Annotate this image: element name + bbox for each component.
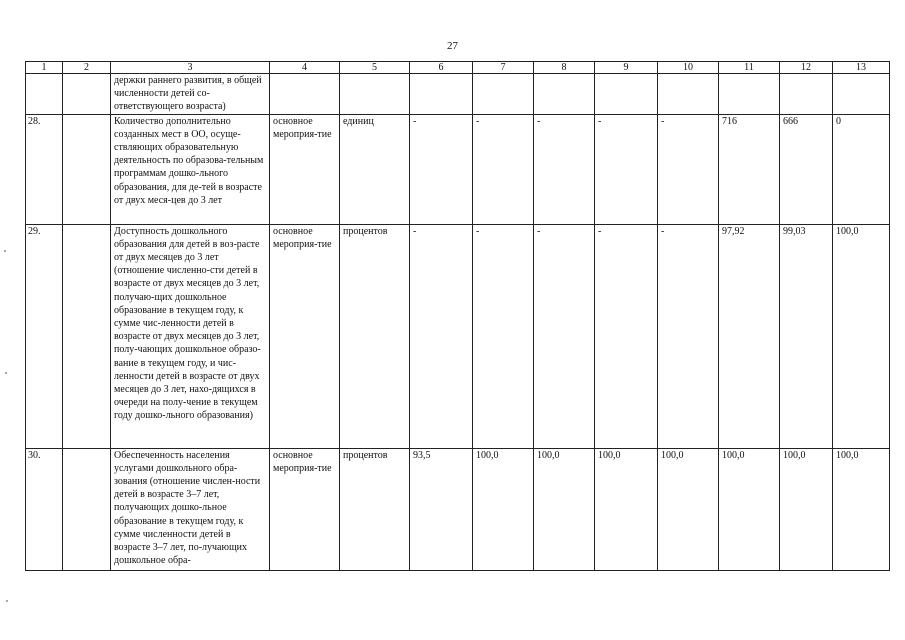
column-2-cell <box>63 114 111 224</box>
table-row <box>26 114 890 224</box>
column-header: 2 <box>63 62 111 74</box>
value-cell: 666 <box>780 114 833 224</box>
scan-speck <box>6 600 8 602</box>
value-cell: 100,0 <box>534 448 595 570</box>
value-cell: 100,0 <box>658 448 719 570</box>
indicator-type <box>270 74 340 115</box>
row-number: 29. <box>26 224 63 448</box>
value-cell: - <box>473 114 534 224</box>
row-number: 30. <box>26 448 63 570</box>
table-row <box>26 224 890 448</box>
indicator-type: основное мероприя-тие <box>270 448 340 570</box>
indicator-name: Количество дополнительно созданных мест в ОО, осуще-ствляющих образовательную деятельность по образова-тельным программам дошко-льного образования, для де-тей в возрасте от двух меся-цев до 3 лет <box>111 114 270 224</box>
value-cell: - <box>410 114 473 224</box>
value-cell: - <box>473 224 534 448</box>
value-cell: 97,92 <box>719 224 780 448</box>
scan-speck <box>5 372 7 374</box>
value-cell: 716 <box>719 114 780 224</box>
column-2-cell <box>63 224 111 448</box>
value-cell <box>595 74 658 115</box>
column-header: 10 <box>658 62 719 74</box>
value-cell: 100,0 <box>719 448 780 570</box>
unit: единиц <box>340 114 410 224</box>
value-cell <box>534 74 595 115</box>
value-cell <box>833 74 890 115</box>
row-number <box>26 74 63 115</box>
indicator-table <box>25 61 890 571</box>
page-number: 27 <box>447 40 458 52</box>
indicator-type: основное мероприя-тие <box>270 224 340 448</box>
column-2-cell <box>63 448 111 570</box>
column-header: 8 <box>534 62 595 74</box>
column-header: 3 <box>111 62 270 74</box>
value-cell: - <box>658 114 719 224</box>
indicator-name: Доступность дошкольного образования для детей в воз-расте от двух месяцев до 3 лет (отношение численно-сти детей в возрасте от двух месяцев до 3 лет, получаю-щих дошкольное образование в текущем году, к сумме чис-ленности детей в возрасте от двух месяцев до 3 лет, полу-чающих дошкольное образо-вание в текущем году, и чис-ленности детей в возрасте от двух месяцев до 3 лет, нахо-дящихся в очереди на полу-чение в текущем году дошко-льного образования) <box>111 224 270 448</box>
column-header: 5 <box>340 62 410 74</box>
value-cell: - <box>534 114 595 224</box>
column-header: 7 <box>473 62 534 74</box>
header-row <box>26 62 890 74</box>
column-header: 9 <box>595 62 658 74</box>
value-cell: - <box>595 224 658 448</box>
value-cell: 100,0 <box>833 448 890 570</box>
column-header: 12 <box>780 62 833 74</box>
table-row <box>26 74 890 115</box>
column-2-cell <box>63 74 111 115</box>
value-cell: - <box>534 224 595 448</box>
value-cell <box>473 74 534 115</box>
value-cell <box>658 74 719 115</box>
column-header: 11 <box>719 62 780 74</box>
value-cell <box>780 74 833 115</box>
unit: процентов <box>340 448 410 570</box>
value-cell: 100,0 <box>473 448 534 570</box>
indicator-name: Обеспеченность населения услугами дошкольного обра-зования (отношение числен-ности детей в возрасте 3–7 лет, получающих дошко-льное образование в текущем году, к сумме численности детей в возрасте 3–7 лет, по-лучающих дошкольное обра- <box>111 448 270 570</box>
indicator-type: основное мероприя-тие <box>270 114 340 224</box>
value-cell: 100,0 <box>595 448 658 570</box>
column-header: 6 <box>410 62 473 74</box>
scan-speck <box>4 250 6 252</box>
unit: процентов <box>340 224 410 448</box>
value-cell: 99,03 <box>780 224 833 448</box>
value-cell <box>410 74 473 115</box>
value-cell: - <box>410 224 473 448</box>
column-header: 13 <box>833 62 890 74</box>
value-cell: - <box>658 224 719 448</box>
row-number: 28. <box>26 114 63 224</box>
indicator-name: держки раннего развития, в общей численности детей со-ответствующего возраста) <box>111 74 270 115</box>
value-cell: - <box>595 114 658 224</box>
value-cell: 100,0 <box>780 448 833 570</box>
unit <box>340 74 410 115</box>
table-row <box>26 448 890 570</box>
column-header: 1 <box>26 62 63 74</box>
column-header: 4 <box>270 62 340 74</box>
value-cell: 0 <box>833 114 890 224</box>
value-cell: 93,5 <box>410 448 473 570</box>
value-cell: 100,0 <box>833 224 890 448</box>
value-cell <box>719 74 780 115</box>
